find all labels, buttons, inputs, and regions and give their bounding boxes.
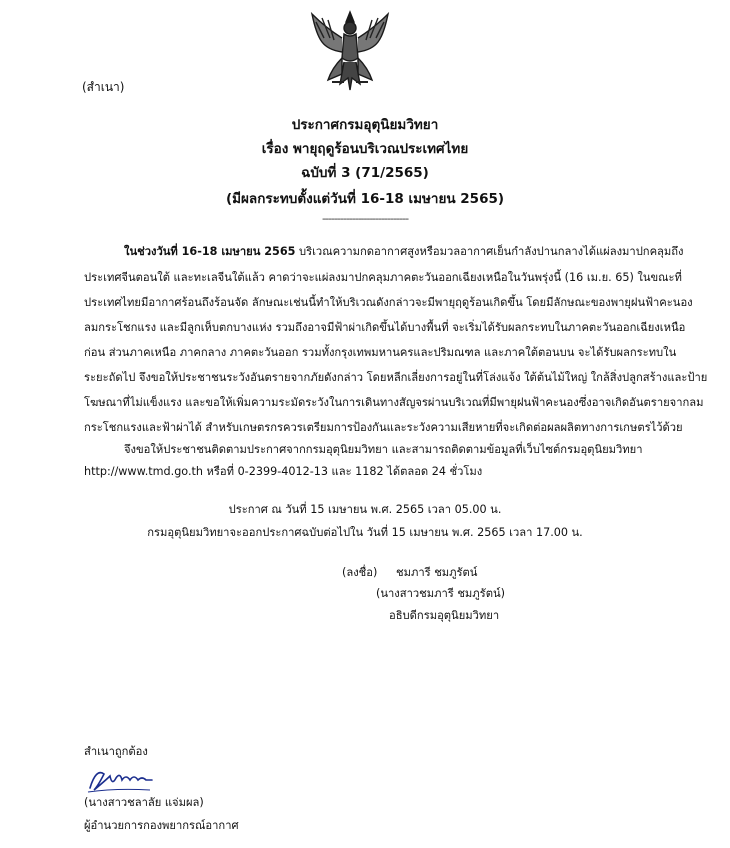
body-line: ระยะถัดไป จึงขอให้ประชาชนระวังอันตรายจากภัยดังกล่าว โดยหลีกเลี่ยงการอยู่ในที่โล่งแจ้ง ใต้ต้นไม้ใหญ่ ใกล้สิ่งปลูกสร้างและป้าย [84,371,708,384]
signatory-position: อธิบดีกรมอุตุนิยมวิทยา [389,609,500,622]
body-line: ประเทศจีนตอนใต้ และทะเลจีนใต้แล้ว คาดว่าจะแผ่ลงมาปกคลุมภาคตะวันออกเฉียงเหนือในวันพรุ่งนี้ (16 เม.ย. 65) ในขณะที่ [84,271,682,284]
signed-name: ชมภารี ชมภูรัตน์ [396,566,478,579]
body-paragraph-2-line: จึงขอให้ประชาชนติดตามประกาศจากกรมอุตุนิยมวิทยา และสามารถติดตามข้อมูลที่เว็บไซต์กรมอุตุนิยมวิทยา [124,443,643,456]
body-lead-bold: ในช่วงวันที่ 16-18 เมษายน 2565 [124,245,296,258]
body-line-rest: บริเวณความกดอากาศสูงหรือมวลอากาศเย็นกำลังปานกลางได้แผ่ลงมาปกคลุมถึง [295,245,684,258]
body-line: กระโชกแรงและฟ้าผ่าได้ สำหรับเกษตรกรควรเตรียมการป้องกันและระวังความเสียหายที่จะเกิดต่อผลผลิตทางการเกษตรไว้ด้วย [84,421,683,434]
separator-line: ----------------------------- [321,212,409,225]
body-line: ก่อน ส่วนภาคเหนือ ภาคกลาง ภาคตะวันออก รวมทั้งกรุงเทพมหานครและปริมณฑล และภาคใต้ตอนบน จะได้รับผลกระทบใน [84,346,677,359]
announcement-effective-dates: (มีผลกระทบตั้งแต่วันที่ 16-18 เมษายน 2565) [225,191,505,207]
certifier-name: (นางสาวชลาลัย แจ่มผล) [84,796,204,809]
signed-label: (ลงชื่อ) [342,566,378,579]
announcement-subject: เรื่อง พายุฤดูร้อนบริเวณประเทศไทย [261,141,469,157]
handwritten-signature [86,766,156,794]
signatory-full-name: (นางสาวชมภารี ชมภูรัตน์) [376,587,505,600]
body-line: โฆษณาที่ไม่แข็งแรง และขอให้เพิ่มความระมัดระวังในการเดินทางสัญจรผ่านบริเวณที่มีพายุฝนฟ้าคะนองซึ่งอาจเกิดอันตรายจากลม [84,396,704,409]
body-line: ลมกระโชกแรง และมีลูกเห็บตกบางแห่ง รวมถึงอาจมีฟ้าผ่าเกิดขึ้นได้บางพื้นที่ จะเริ่มได้รับผลกระทบในภาคตะวันออกเฉียงเหนือ [84,321,686,334]
certifier-position: ผู้อำนวยการกองพยากรณ์อากาศ [84,819,239,832]
issued-date: ประกาศ ณ วันที่ 15 เมษายน พ.ศ. 2565 เวลา 05.00 น. [228,503,502,516]
next-issue-date: กรมอุตุนิยมวิทยาจะออกประกาศฉบับต่อไปใน วันที่ 15 เมษายน พ.ศ. 2565 เวลา 17.00 น. [147,526,583,539]
body-line [124,242,684,260]
copy-label: (สำเนา) [82,80,125,94]
garuda-emblem [302,8,398,96]
body-paragraph-2-contact: http://www.tmd.go.th หรือที่ 0-2399-4012-13 และ 1182 ได้ตลอด 24 ชั่วโมง [84,465,483,478]
announcement-title: ประกาศกรมอุตุนิยมวิทยา [291,117,439,133]
body-line: ประเทศไทยมีอากาศร้อนถึงร้อนจัด ลักษณะเช่นนี้ทำให้บริเวณดังกล่าวจะมีพายุฤดูร้อนเกิดขึ้น โดยมีลักษณะของพายุฝนฟ้าคะนอง [84,296,693,309]
announcement-issue: ฉบับที่ 3 (71/2565) [301,165,429,181]
certified-label: สำเนาถูกต้อง [84,745,148,758]
